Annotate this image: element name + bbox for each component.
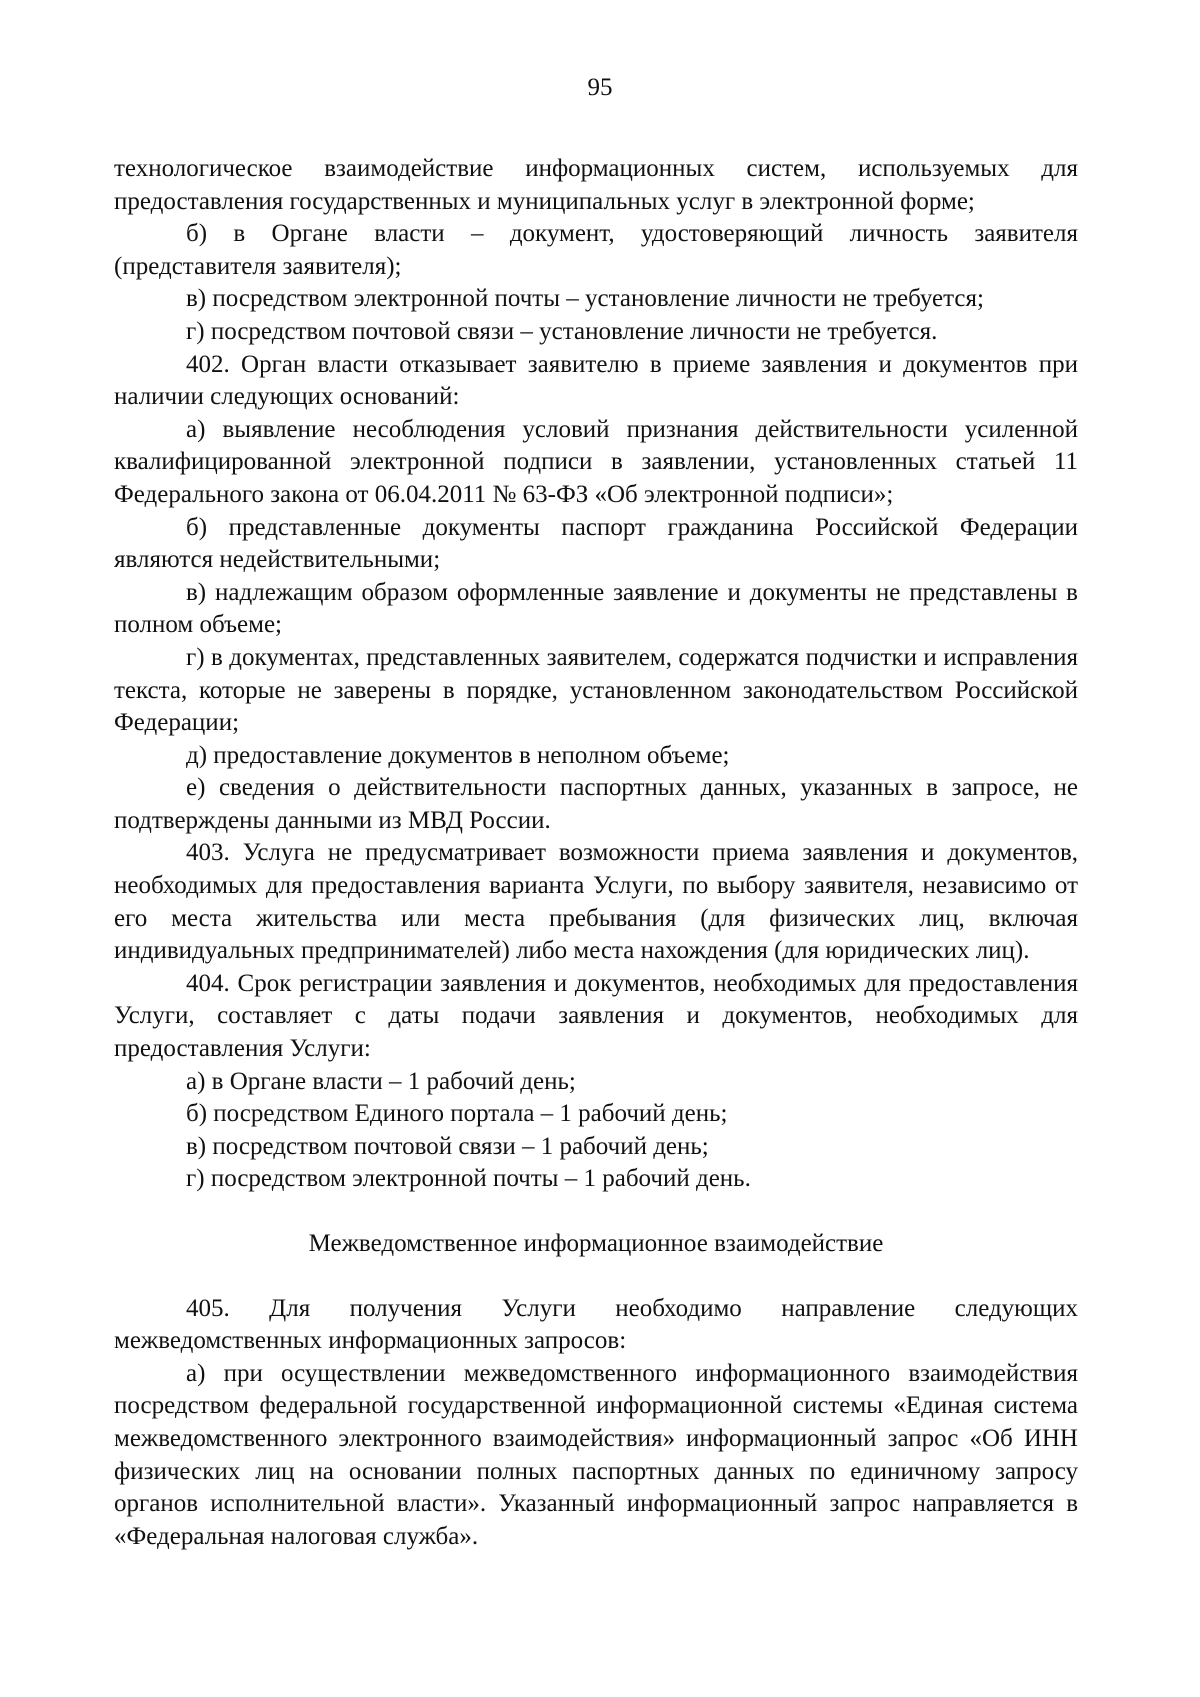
- list-item-a-refusal: а) выявление несоблюдения условий признания действительности усиленной квалифицированной электронной подписи в заявлении, установленных статьей 11 Федерального закона от 06.04.2011 № 63-ФЗ «Об электронной подписи»;: [114, 415, 1078, 508]
- list-item-v-refusal: в) надлежащим образом оформленные заявление и документы не представлены в полном объеме;: [114, 578, 1078, 639]
- list-item-b-registration: б) посредством Единого портала – 1 рабочий день;: [186, 1100, 728, 1128]
- paragraph-404: 404. Срок регистрации заявления и документов, необходимых для предоставления Услуги, составляет с даты подачи заявления и документов, необходимых для предоставления Услуги:: [114, 969, 1078, 1063]
- list-item-a-registration: а) в Органе власти – 1 рабочий день;: [186, 1067, 576, 1095]
- paragraph-continuation: технологическое взаимодействие информационных систем, используемых для предоставления государственных и муниципальных услуг в электронной форме;: [114, 155, 1078, 215]
- paragraph-402: 402. Орган власти отказывает заявителю в приеме заявления и документов при наличии следующих оснований:: [114, 350, 1078, 411]
- list-item-d-refusal: д) предоставление документов в неполном объеме;: [186, 741, 730, 769]
- list-item-g-refusal: г) в документах, представленных заявителем, содержатся подчистки и исправления текста, которые не заверены в порядке, установленном законодательством Российской Федерации;: [114, 643, 1078, 737]
- list-item-a-interagency: а) при осуществлении межведомственного информационного взаимодействия посредством федеральной государственной информационной системы «Единая система межведомственного электронного взаимодействия» информационный запрос «Об ИНН физических лиц на основании полных паспортных данных по единичному запросу органов исполнительной власти». Указанный информационный запрос направляется в «Федеральная налоговая служба».: [114, 1359, 1078, 1550]
- paragraph-403: 403. Услуга не предусматривает возможности приема заявления и документов, необходимых для предоставления варианта Услуги, по выбору заявителя, независимо от его места жительства или места пребывания (для физических лиц, включая индивидуальных предпринимателей) либо места нахождения (для юридических лиц).: [114, 839, 1078, 965]
- list-item-g-identity: г) посредством почтовой связи – установление личности не требуется.: [186, 317, 938, 345]
- list-item-e-refusal: е) сведения о действительности паспортных данных, указанных в запросе, не подтверждены данными из МВД России.: [114, 774, 1078, 834]
- document-body: [114, 153, 1078, 1553]
- paragraph-405: 405. Для получения Услуги необходимо направление следующих межведомственных информационных запросов:: [114, 1294, 1078, 1355]
- list-item-b-refusal: б) представленные документы паспорт гражданина Российской Федерации являются недействительными;: [114, 513, 1078, 574]
- section-heading: Межведомственное информационное взаимодействие: [308, 1230, 884, 1257]
- list-item-g-registration: г) посредством электронной почты – 1 рабочий день.: [186, 1165, 751, 1193]
- list-item-b-identity: б) в Органе власти – документ, удостоверяющий личность заявителя (представителя заявителя);: [114, 220, 1078, 280]
- list-item-v-identity: в) посредством электронной почты – установление личности не требуется;: [186, 285, 984, 313]
- list-item-v-registration: в) посредством почтовой связи – 1 рабочий день;: [186, 1132, 709, 1160]
- page-number: 95: [587, 74, 613, 101]
